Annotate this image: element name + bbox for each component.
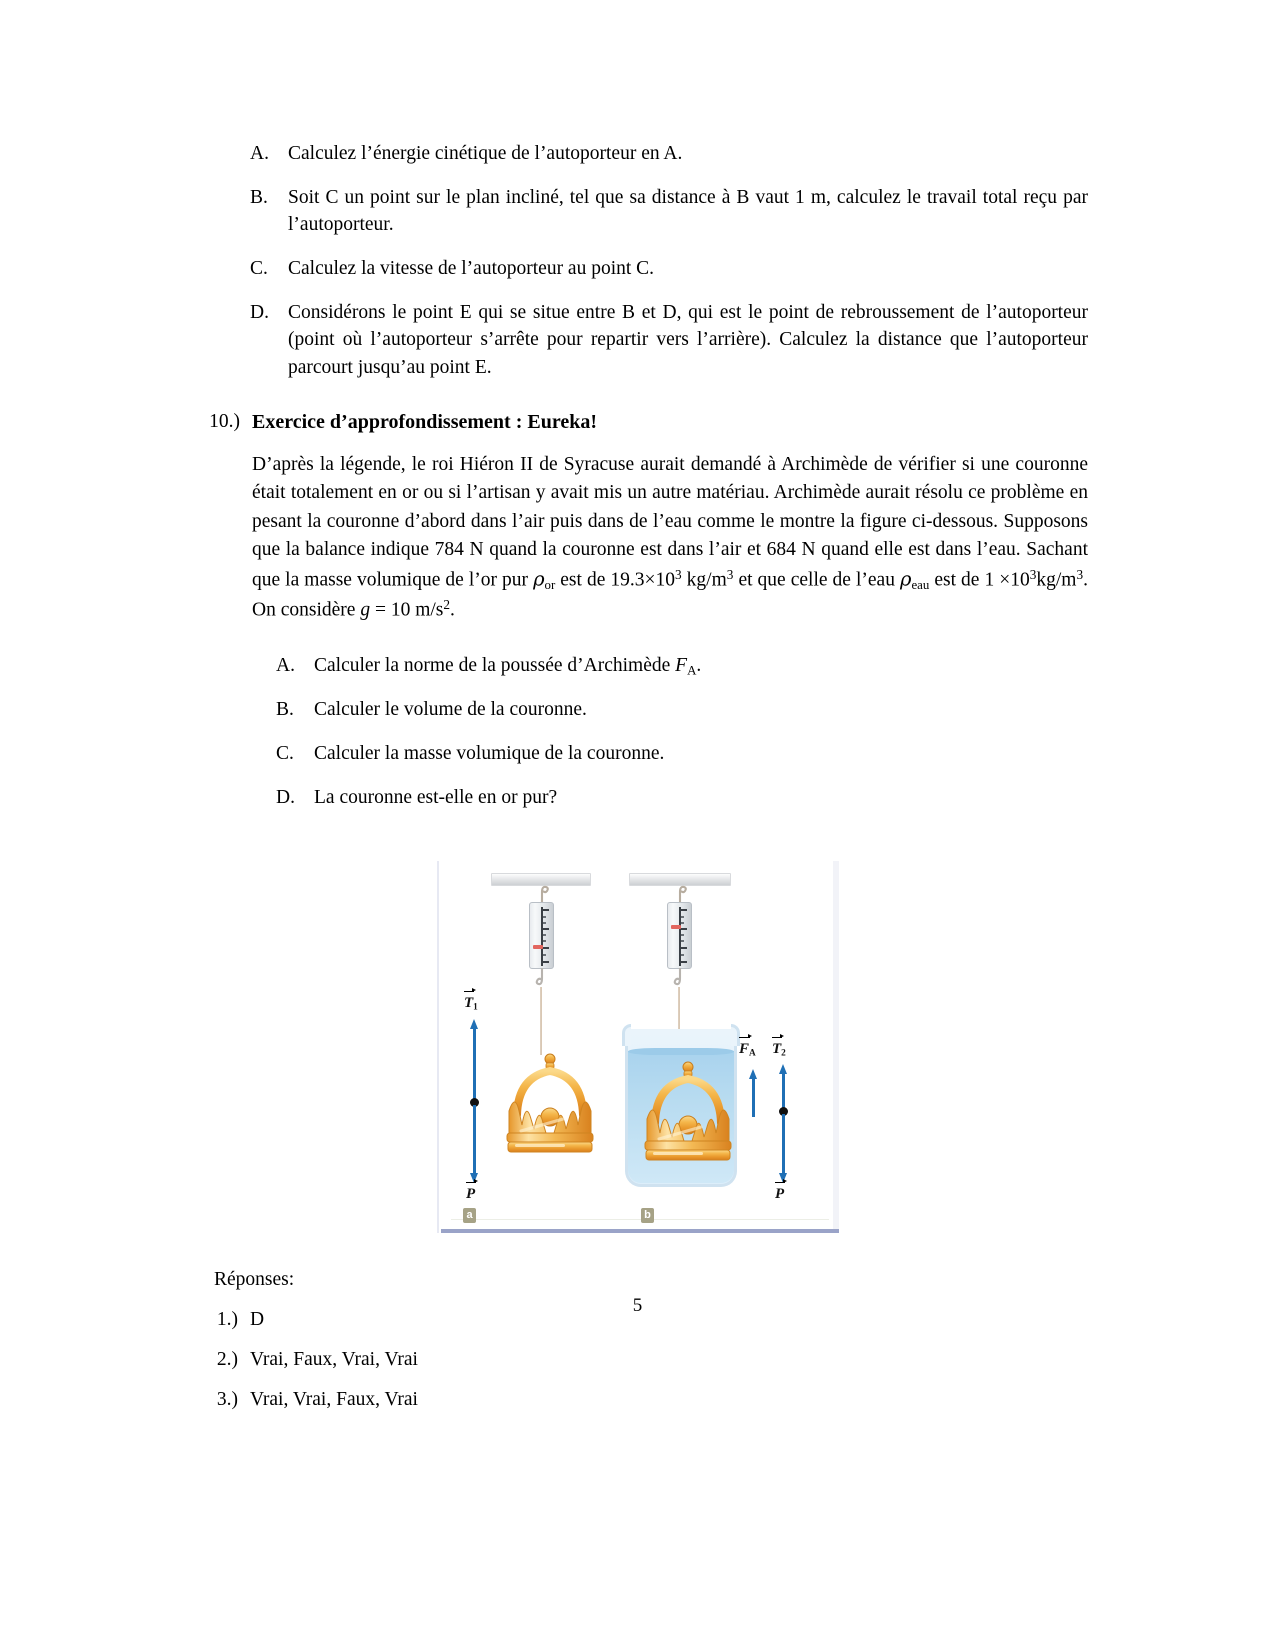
rho-eau-subscript: eau [911, 577, 930, 592]
T1-subscript: 1 [473, 1002, 478, 1013]
scale-tick [543, 922, 546, 924]
FA-subscript: A [749, 1048, 756, 1059]
question10-parts-list [252, 652, 1088, 811]
T1-symbol: T [464, 995, 474, 1012]
arrowhead-icon [783, 1179, 787, 1183]
scale-tick [543, 916, 546, 918]
label-T1 [464, 995, 478, 1012]
hook-icon [535, 884, 549, 902]
scale-tick [681, 934, 684, 936]
list-item [188, 1389, 1088, 1411]
label-P-right [775, 1186, 784, 1203]
item-marker: B. [276, 699, 294, 721]
exponent-3c: 3 [1029, 566, 1037, 582]
suspension-string-left [540, 987, 542, 1055]
item-text: Calculer le volume de la couronne. [314, 699, 587, 721]
hook-icon [673, 884, 687, 902]
scale-tick [543, 909, 549, 911]
question10-marker: 10.) [209, 410, 240, 432]
list-item [188, 299, 1088, 382]
page-number: 5 [632, 1295, 643, 1316]
hook-icon [673, 968, 687, 986]
item-text [314, 652, 1088, 680]
arrowhead-icon [748, 1034, 752, 1038]
T2-symbol: T [772, 1041, 782, 1058]
label-T2 [772, 1041, 786, 1058]
weight-arrow-P-right [779, 1114, 788, 1183]
paragraph-text-4: est de 1 [929, 569, 1000, 591]
exponent-3d: 3 [1076, 566, 1084, 582]
scale-tick [681, 922, 684, 924]
item-marker: C. [276, 742, 294, 764]
paragraph-text-3: et que celle de l’eau [738, 569, 900, 591]
answer-marker: 3.) [216, 1389, 238, 1411]
page-title: Exercice d’approfondissement : Eureka! [252, 410, 597, 433]
scale-tick [681, 940, 684, 942]
weight-arrow-P-left [470, 1105, 479, 1183]
beaker-lip-left [622, 1024, 631, 1046]
item-text-before: Calculer la norme de la poussée d’Archimède [314, 655, 676, 677]
force-subscript: A [687, 663, 697, 678]
figure-inner-rule [451, 1219, 829, 1220]
list-item [188, 1349, 1088, 1371]
scale-tick [681, 916, 684, 918]
scale-tick [681, 947, 687, 949]
tension-arrow-T1 [470, 1019, 479, 1099]
question10-block [188, 408, 1088, 827]
paragraph-text-2: est de 19.3 [555, 569, 645, 591]
panel-tag-a: a [463, 1208, 476, 1223]
list-item [252, 740, 1088, 768]
item-marker: B. [250, 186, 268, 208]
list-item [252, 784, 1088, 812]
list-item [188, 140, 1088, 168]
list-item [252, 696, 1088, 724]
answers-heading: Réponses: [214, 1269, 295, 1291]
answer-text: Vrai, Vrai, Faux, Vrai [250, 1389, 418, 1411]
list-item [252, 652, 1088, 680]
scale-tick [681, 928, 687, 930]
exponent-3b: 3 [726, 566, 734, 582]
spring-scale-left [529, 902, 554, 969]
list-item [188, 255, 1088, 283]
item-text-after: . [696, 655, 702, 677]
exponent-3a: 3 [675, 566, 682, 582]
exponent-2: 2 [443, 596, 450, 612]
scale-tick [543, 954, 546, 956]
P-symbol: P [775, 1186, 785, 1203]
arrow-shaft [752, 1078, 755, 1117]
item-text: Considérons le point E qui se situe entre B et D, qui est le point de rebroussement de l’autoporteur (point où l’autoporteur s’arrête pour repartir vers l’arrière). Calculez la distance que l’autoporteur parcourt jusqu’au point E. [288, 301, 1088, 379]
scale-pointer-right [671, 925, 681, 929]
answers-section [188, 1269, 1088, 1411]
water-surface [628, 1048, 734, 1055]
scale-tick [543, 947, 549, 949]
arrowhead-icon [780, 1034, 784, 1038]
times-symbol-2: × [999, 569, 1011, 591]
answer-marker: 1.) [216, 1309, 238, 1331]
panel-tag-b: b [641, 1208, 654, 1223]
crown-in-air [501, 1049, 599, 1160]
g-symbol: g [360, 598, 371, 620]
end-period: . [450, 598, 455, 620]
item-marker: D. [276, 786, 295, 808]
tension-arrow-T2 [779, 1064, 788, 1112]
scale-tick [543, 934, 546, 936]
page-content [188, 140, 1088, 1429]
answer-text: Vrai, Faux, Vrai, Vrai [250, 1349, 418, 1371]
item-marker: A. [276, 655, 295, 677]
item-marker: C. [250, 258, 268, 280]
item-marker: D. [250, 301, 269, 323]
question9-parts-list [188, 140, 1088, 382]
rho-or-subscript: or [544, 577, 556, 592]
equals-symbol: = [370, 598, 391, 620]
hook-icon [535, 968, 549, 986]
arrow-shaft [473, 1105, 476, 1174]
vector-T1 [464, 995, 473, 1012]
list-item [188, 184, 1088, 239]
P-symbol: P [466, 1186, 476, 1203]
item-text: Calculez la vitesse de l’autoporteur au point C. [288, 258, 655, 280]
T2-subscript: 2 [781, 1048, 786, 1059]
rho-eau-symbol: ρ [900, 567, 912, 591]
scale-tick [543, 928, 549, 930]
scale-tick [681, 909, 687, 911]
arrow-shaft [782, 1114, 785, 1174]
scale-tick [543, 940, 546, 942]
figure-bottom-rule [441, 1229, 839, 1233]
arrowhead-icon [472, 988, 476, 992]
scale-tick [681, 954, 684, 956]
vector-P-left [466, 1186, 475, 1203]
vector-P-right [775, 1186, 784, 1203]
item-text: La couronne est-elle en or pur? [314, 786, 558, 808]
ten-1: 10 [655, 569, 676, 591]
figure-right-edge [833, 861, 839, 1233]
FA-symbol: F [739, 1041, 750, 1058]
archimedes-figure [437, 861, 839, 1233]
scale-tick [543, 961, 549, 963]
crown-in-water [639, 1057, 737, 1168]
vector-FA [739, 1041, 749, 1058]
answer-marker: 2.) [216, 1349, 238, 1371]
unit-kgm3-a: kg/m [681, 569, 727, 591]
answer-text: D [250, 1309, 265, 1331]
question10-body [252, 408, 1088, 827]
force-symbol: F [675, 655, 688, 677]
paragraph-text-5: kg/m [1036, 569, 1077, 591]
g-value: 10 m/s [390, 598, 444, 620]
label-FA [739, 1041, 756, 1058]
buoyancy-arrow-FA [749, 1069, 758, 1117]
rho-or-symbol: ρ [533, 567, 545, 591]
item-text: Calculer la masse volumique de la couronne. [314, 742, 665, 764]
item-text: Calculez l’énergie cinétique de l’autoporteur en A. [288, 143, 683, 164]
spring-scale-right [667, 902, 692, 969]
paragraph-text-1: D’après la légende, le roi Hiéron II de Syracuse aurait demandé à Archimède de vérifier si une couronne était totalement en or ou si l’artisan y avait mis un autre matériau. Archimède aurait résolu ce problème en pesant la couronne d’abord dans l’air puis dans de l’eau comme le montre la figure ci-dessous. Supposons que la balance indique 784 N quand la couronne est dans l’air et 684 N quand elle est dans l’eau. Sachant que la masse volumique de l’or pur [252, 453, 1088, 591]
times-symbol-1: × [644, 569, 656, 591]
arrowhead-icon [474, 1179, 478, 1183]
item-marker: A. [250, 143, 269, 164]
arrow-shaft [473, 1028, 476, 1099]
scale-pointer-left [533, 945, 543, 949]
question10-paragraph [252, 451, 1088, 625]
paragraph-text-6: . On considère [252, 569, 1088, 620]
figure-container [188, 861, 1088, 1233]
scale-tick [681, 961, 687, 963]
item-text: Soit C un point sur le plan incliné, tel que sa distance à B vaut 1 m, calculez le travail total reçu par l’autoporteur. [288, 186, 1088, 236]
vector-T2 [772, 1041, 781, 1058]
label-P-left [466, 1186, 475, 1203]
ten-2: 10 [1010, 569, 1030, 591]
